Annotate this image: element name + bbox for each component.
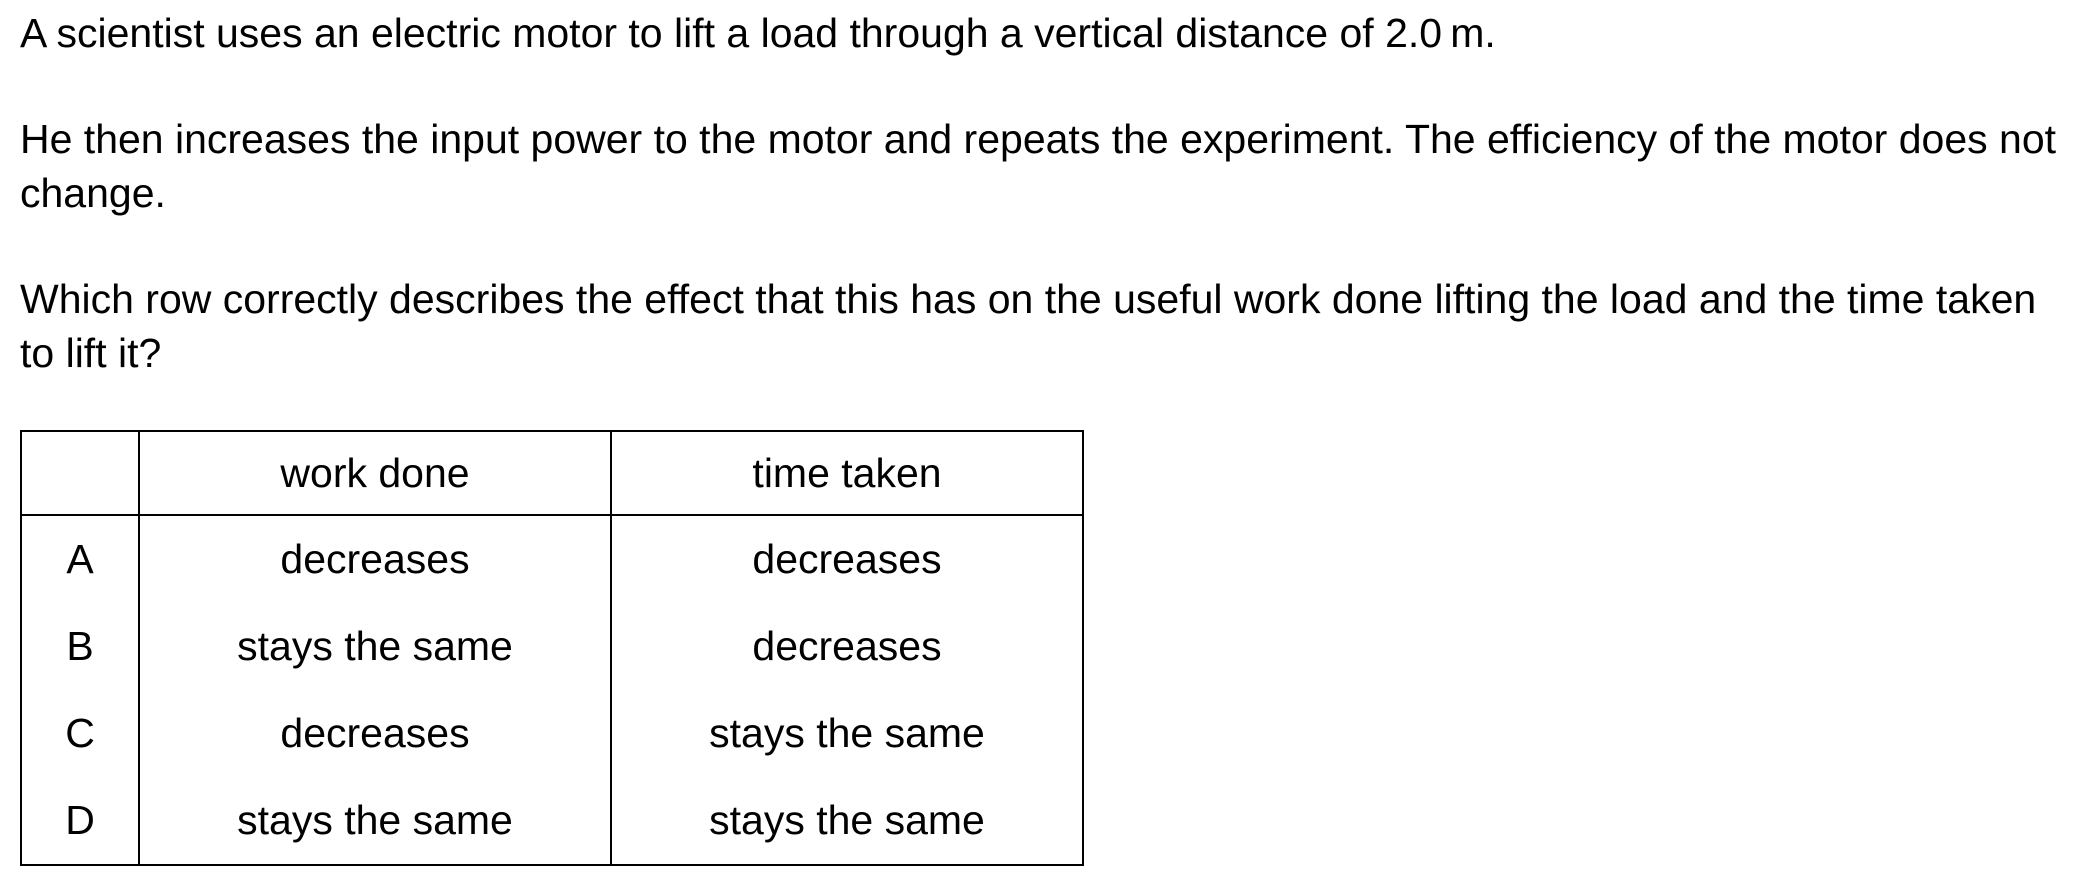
row-work-done: stays the same — [139, 777, 611, 865]
header-work-done: work done — [139, 431, 611, 515]
table-row — [21, 603, 1083, 690]
question-paragraph-prompt: Which row correctly describes the effect that this has on the useful work done lifting the load and the time taken to lift it? — [20, 276, 2037, 376]
row-letter: B — [21, 603, 139, 690]
row-work-done: stays the same — [139, 603, 611, 690]
row-work-done: decreases — [139, 690, 611, 777]
table-row — [21, 515, 1083, 603]
table-row — [21, 777, 1083, 865]
row-time-taken: stays the same — [611, 777, 1083, 865]
row-time-taken: decreases — [611, 603, 1083, 690]
row-letter: C — [21, 690, 139, 777]
question-text — [20, 6, 2060, 380]
row-time-taken: decreases — [611, 515, 1083, 603]
question-paragraph-intro: A scientist uses an electric motor to lift a load through a vertical distance of 2.0 m. — [20, 10, 1496, 56]
question-paragraph-change: He then increases the input power to the motor and repeats the experiment. The efficiency of the motor does not change. — [20, 116, 2057, 216]
header-letter-cell — [21, 431, 139, 515]
answer-options-table — [20, 430, 1084, 866]
row-letter: A — [21, 515, 139, 603]
table-row — [21, 690, 1083, 777]
table-header-row — [21, 431, 1083, 515]
row-work-done: decreases — [139, 515, 611, 603]
header-time-taken: time taken — [611, 431, 1083, 515]
row-time-taken: stays the same — [611, 690, 1083, 777]
row-letter: D — [21, 777, 139, 865]
